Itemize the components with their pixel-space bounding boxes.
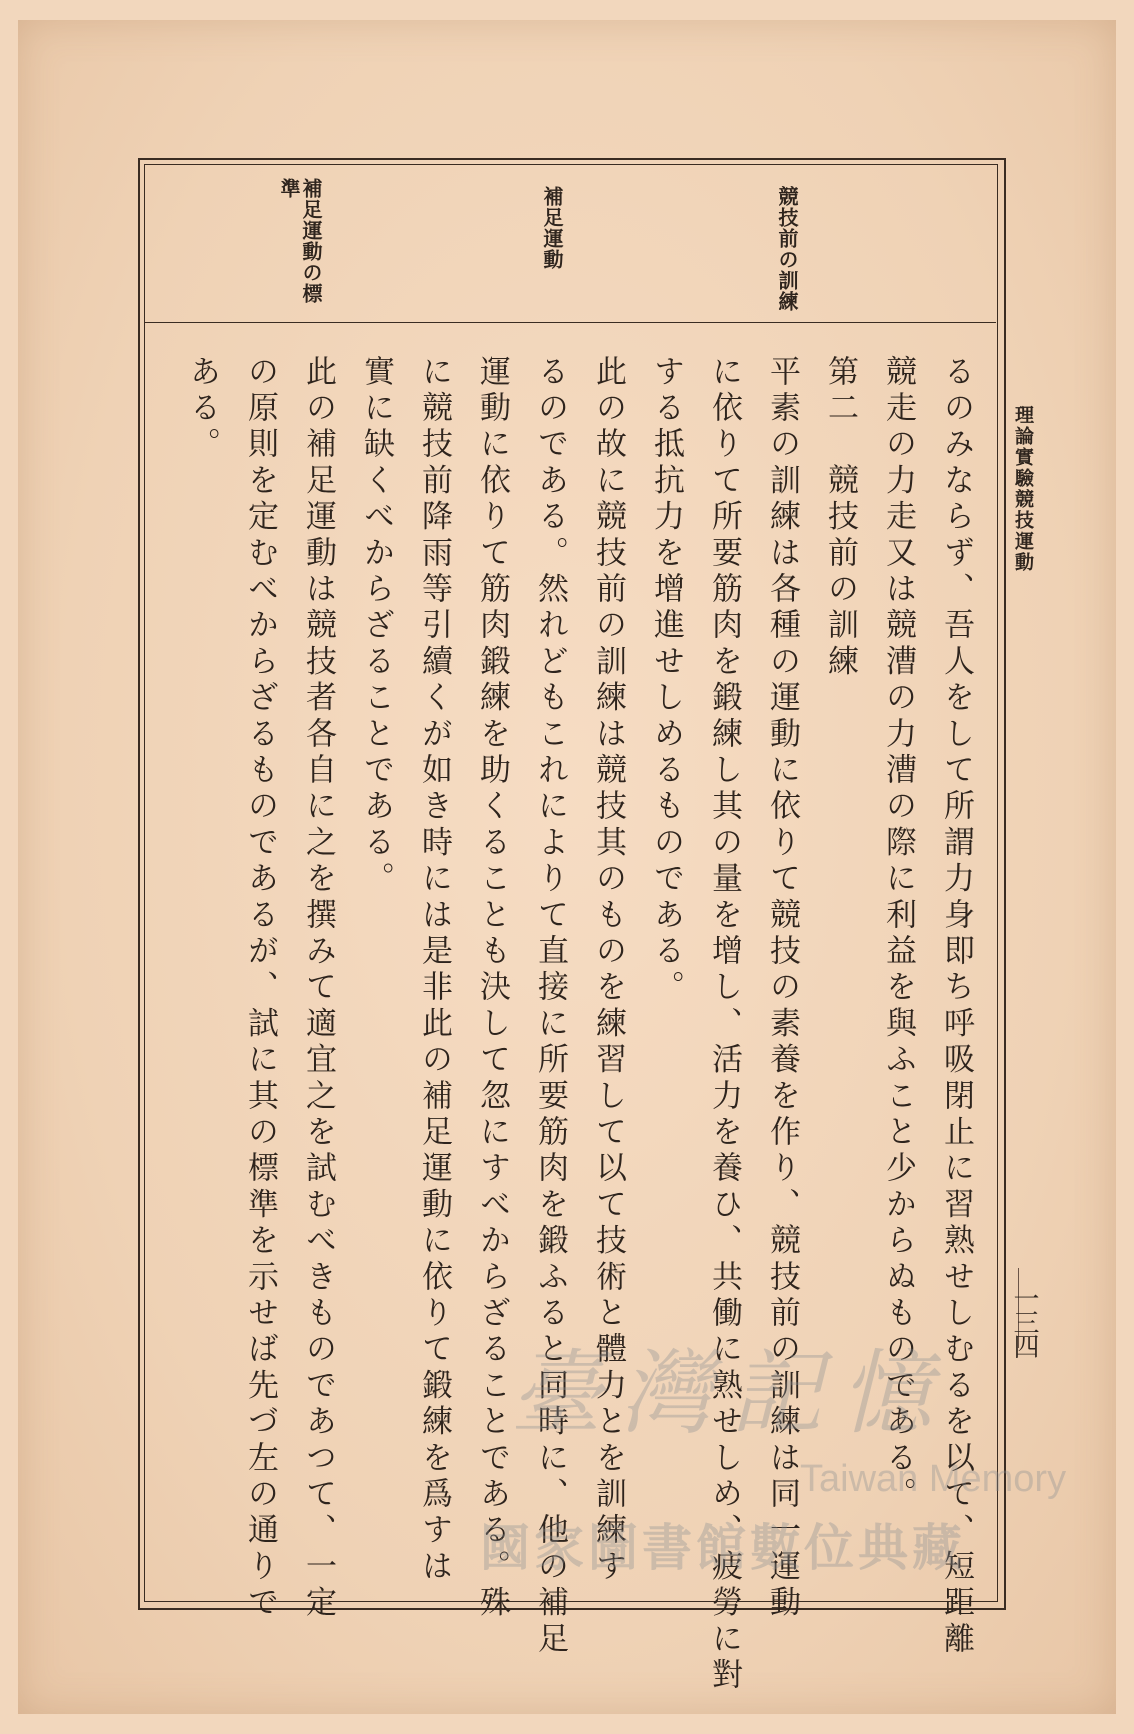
body-line-8: るのである。然れどもこれによりて直接に所要筋肉を鍛ふると同時に、他の補足: [532, 355, 568, 1659]
body-line-6: する抵抗力を增進せしめるものである。: [648, 355, 684, 1007]
page-number: 一三四: [1009, 1285, 1039, 1357]
watermark-subtitle: Taiwan Memory: [800, 1458, 1067, 1500]
margin-note-standard-2: 準: [277, 178, 301, 199]
running-head: 理論實驗競技運動: [1012, 405, 1034, 573]
body-line-7: 此の故に競技前の訓練は競技其のものを練習して以て技術と體力とを訓練す: [590, 355, 626, 1586]
body-line-13: の原則を定むべからざるものであるが、試に其の標準を示せば先づ左の通りで: [242, 355, 278, 1622]
body-line-5: に依りて所要筋肉を鍛練し其の量を增し、活力を養ひ、共働に熟せしめ、疲勞に對: [706, 355, 742, 1695]
section-heading: 第二 競技前の訓練: [822, 355, 858, 681]
margin-note-rule: [144, 322, 996, 323]
body-line-1: るのみならず、吾人をして所謂力身即ち呼吸閉止に習熟せしむるを以て、短距離: [938, 355, 974, 1659]
body-line-10: に競技前降雨等引續くが如き時には是非此の補足運動に依りて鍛練を爲すは: [416, 355, 452, 1586]
library-watermark: [470, 1320, 1070, 1580]
body-line-11: 實に缺くべからざることである。: [358, 355, 394, 898]
watermark-line: 國家圖書館數位典藏: [480, 1519, 966, 1577]
watermark-title: 臺灣記憶: [510, 1340, 951, 1447]
body-line-9: 運動に依りて筋肉鍛練を助くることも決して忽にすべからざることである。殊: [474, 355, 510, 1622]
body-line-14: ある。: [184, 355, 220, 464]
margin-note-pre-competition: 競技前の訓練: [775, 186, 799, 312]
body-line-12: 此の補足運動は競技者各自に之を撰みて適宜之を試むべきものであつて、一定: [300, 355, 336, 1622]
margin-note-supplementary: 補足運動: [540, 186, 564, 270]
body-line-2: 競走の力走又は競漕の力漕の際に利益を與ふこと少からぬものである。: [880, 355, 916, 1514]
body-line-4: 平素の訓練は各種の運動に依りて競技の素養を作り、競技前の訓練は同一運動: [764, 355, 800, 1622]
margin-note-standard-1: 補足運動の標: [299, 178, 323, 304]
